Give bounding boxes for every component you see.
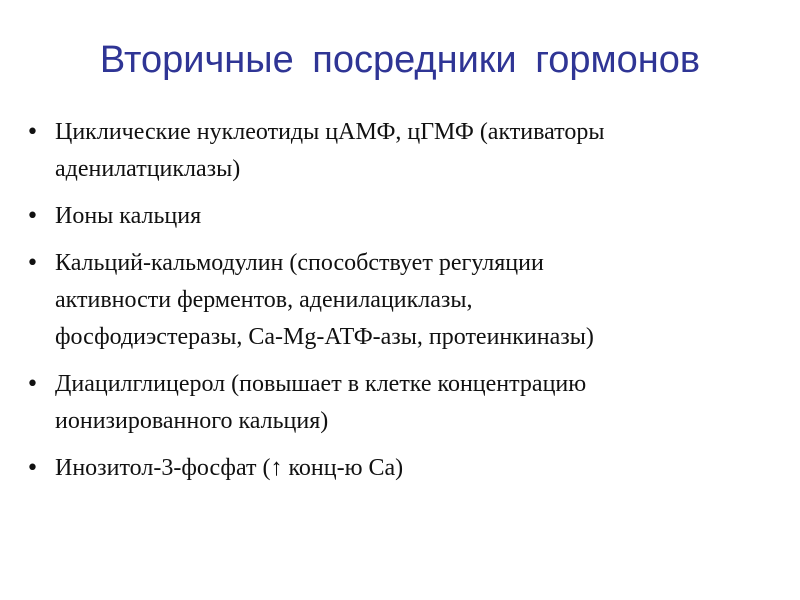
bullet-icon: • <box>26 456 39 481</box>
bullet-icon: • <box>26 204 39 229</box>
bullet-text-line: Кальций-кальмодулин (способствует регуляции <box>55 250 544 276</box>
slide-title: Вторичные посредники гормонов <box>99 39 701 81</box>
bullet-item-calcium-ions <box>20 198 780 235</box>
bullet-text-line: ионизированного кальция) <box>55 408 329 434</box>
bullet-icon: • <box>26 120 39 145</box>
bullet-list <box>20 114 780 497</box>
bullet-item-inositol-phosphate <box>20 450 780 487</box>
bullet-text-line: аденилатциклазы) <box>55 156 241 182</box>
bullet-icon: • <box>26 251 39 276</box>
bullet-text-line: Циклические нуклеотиды цАМФ, цГМФ (активаторы <box>55 119 605 145</box>
bullet-text-line: Ионы кальция <box>55 203 202 229</box>
bullet-item-cyclic-nucleotides <box>20 114 780 188</box>
bullet-text-line: Диацилглицерол (повышает в клетке концентрацию <box>55 371 587 397</box>
bullet-item-diacylglycerol <box>20 366 780 440</box>
bullet-item-calmodulin <box>20 245 780 356</box>
bullet-text-line: фосфодиэстеразы, Ca-Mg-АТФ-азы, протеинкиназы) <box>55 324 594 350</box>
bullet-text-line: активности ферментов, аденилациклазы, <box>55 287 473 313</box>
bullet-icon: • <box>26 372 39 397</box>
bullet-text-line: Инозитол-3-фосфат (↑ конц-ю Са) <box>55 455 404 481</box>
